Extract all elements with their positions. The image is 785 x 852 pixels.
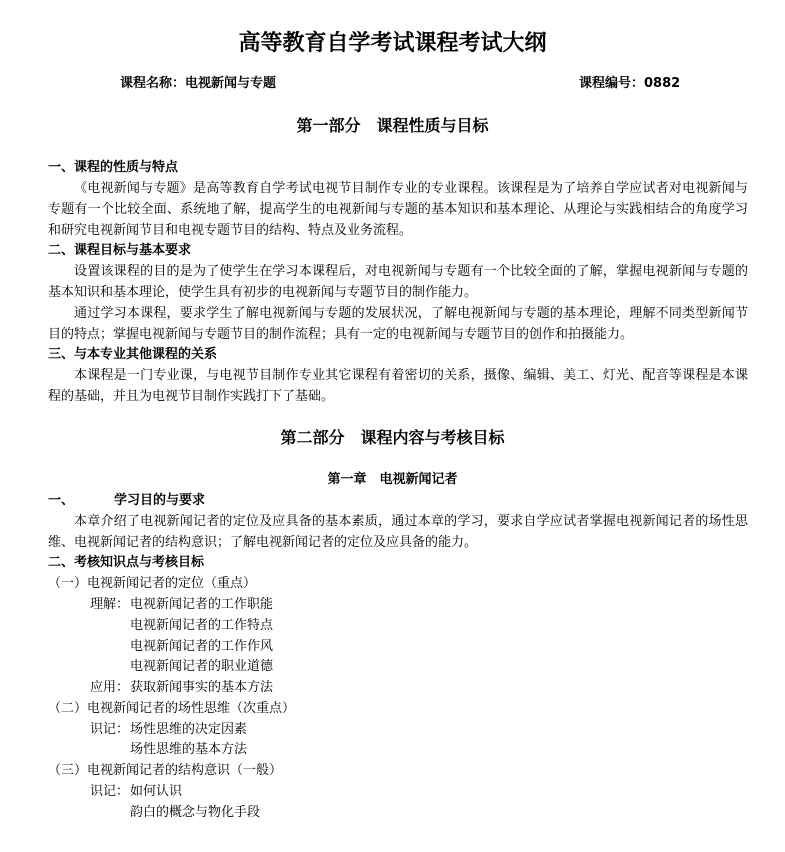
- item1-apply-point-1: 获取新闻事实的基本方法: [130, 680, 274, 695]
- part1-heading: 第一部分 课程性质与目标: [296, 116, 489, 135]
- part2-heading: 第二部分 课程内容与考核目标: [280, 428, 505, 447]
- item3-recall-label: 识记：: [90, 784, 130, 799]
- part1-section3-paragraph: 本课程是一门专业课，与电视节目制作专业其它课程有着密切的关系，摄像、编辑、美工、灯光、配音等课程是本课程的基础，并且为电视节目制作实践打下了基础。: [48, 368, 748, 404]
- item3-recall-point-1: 如何认识: [130, 784, 183, 799]
- item2-recall-point-1: 场性思维的决定因素: [130, 722, 248, 737]
- chapter1-section1-title: 学习目的与要求: [114, 493, 206, 508]
- item1-understand-point-1: 电视新闻记者的工作职能: [130, 597, 274, 612]
- knowledge-item-1: （一）电视新闻记者的定位（重点）: [48, 576, 257, 591]
- item1-understand-point-2: 电视新闻记者的工作特点: [130, 618, 274, 633]
- part1-section1-paragraph: 《电视新闻与专题》是高等教育自学考试电视节目制作专业的专业课程。该课程是为了培养自学应试者对电视新闻与专题有一个比较全面、系统地了解，提高学生的电视新闻与专题的基本知识和基本理论、从理论与实践相结合的角度学习和研究电视新闻节目和电视专题节目的结构、特点及业务流程。: [48, 181, 748, 238]
- chapter1-section2-heading: 二、考核知识点与考核目标: [48, 555, 205, 570]
- item2-recall-label: 识记：: [90, 722, 130, 737]
- chapter1-section1-paragraph: 本章介绍了电视新闻记者的定位及应具备的基本素质，通过本章的学习，要求自学应试者掌握电视新闻记者的场性思维、电视新闻记者的结构意识；了解电视新闻记者的定位及应具备的能力。: [48, 514, 748, 550]
- item3-recall-point-2: 韵白的概念与物化手段: [130, 805, 261, 820]
- part1-section2-paragraph2: 通过学习本课程，要求学生了解电视新闻与专题的发展状况，了解电视新闻与专题的基本理论，理解不同类型新闻节目的特点；掌握电视新闻与专题节目的制作流程；具有一定的电视新闻与专题节目的创作和拍摄能力。: [48, 306, 748, 342]
- part1-section2-paragraph1: 设置该课程的目的是为了使学生在学习本课程后，对电视新闻与专题有一个比较全面的了解，掌握电视新闻与专题的基本知识和基本理论，使学生具有初步的电视新闻与专题节目的制作能力。: [48, 264, 748, 300]
- document-title: 高等教育自学考试课程考试大纲: [238, 30, 547, 56]
- course-name: 课程名称：电视新闻与专题: [120, 76, 277, 91]
- item1-apply-label: 应用：: [90, 680, 130, 695]
- item1-understand-point-4: 电视新闻记者的职业道德: [130, 659, 274, 674]
- part1-section2-heading: 二、课程目标与基本要求: [48, 243, 192, 258]
- knowledge-item-3: （三）电视新闻记者的结构意识（一般）: [48, 763, 283, 778]
- chapter1-heading: 第一章 电视新闻记者: [327, 472, 458, 487]
- course-code: 课程编号：0882: [579, 76, 681, 91]
- knowledge-item-2: （二）电视新闻记者的场性思维（次重点）: [48, 701, 296, 716]
- part1-section1-heading: 一、课程的性质与特点: [48, 160, 179, 175]
- chapter1-section1-number: 一、: [48, 493, 75, 508]
- chapter1-section1-heading: [48, 491, 205, 511]
- item1-understand-label: 理解：: [90, 597, 130, 612]
- item1-understand-point-3: 电视新闻记者的工作作风: [130, 639, 274, 654]
- item2-recall-point-2: 场性思维的基本方法: [130, 742, 248, 757]
- part1-section3-heading: 三、与本专业其他课程的关系: [48, 347, 218, 362]
